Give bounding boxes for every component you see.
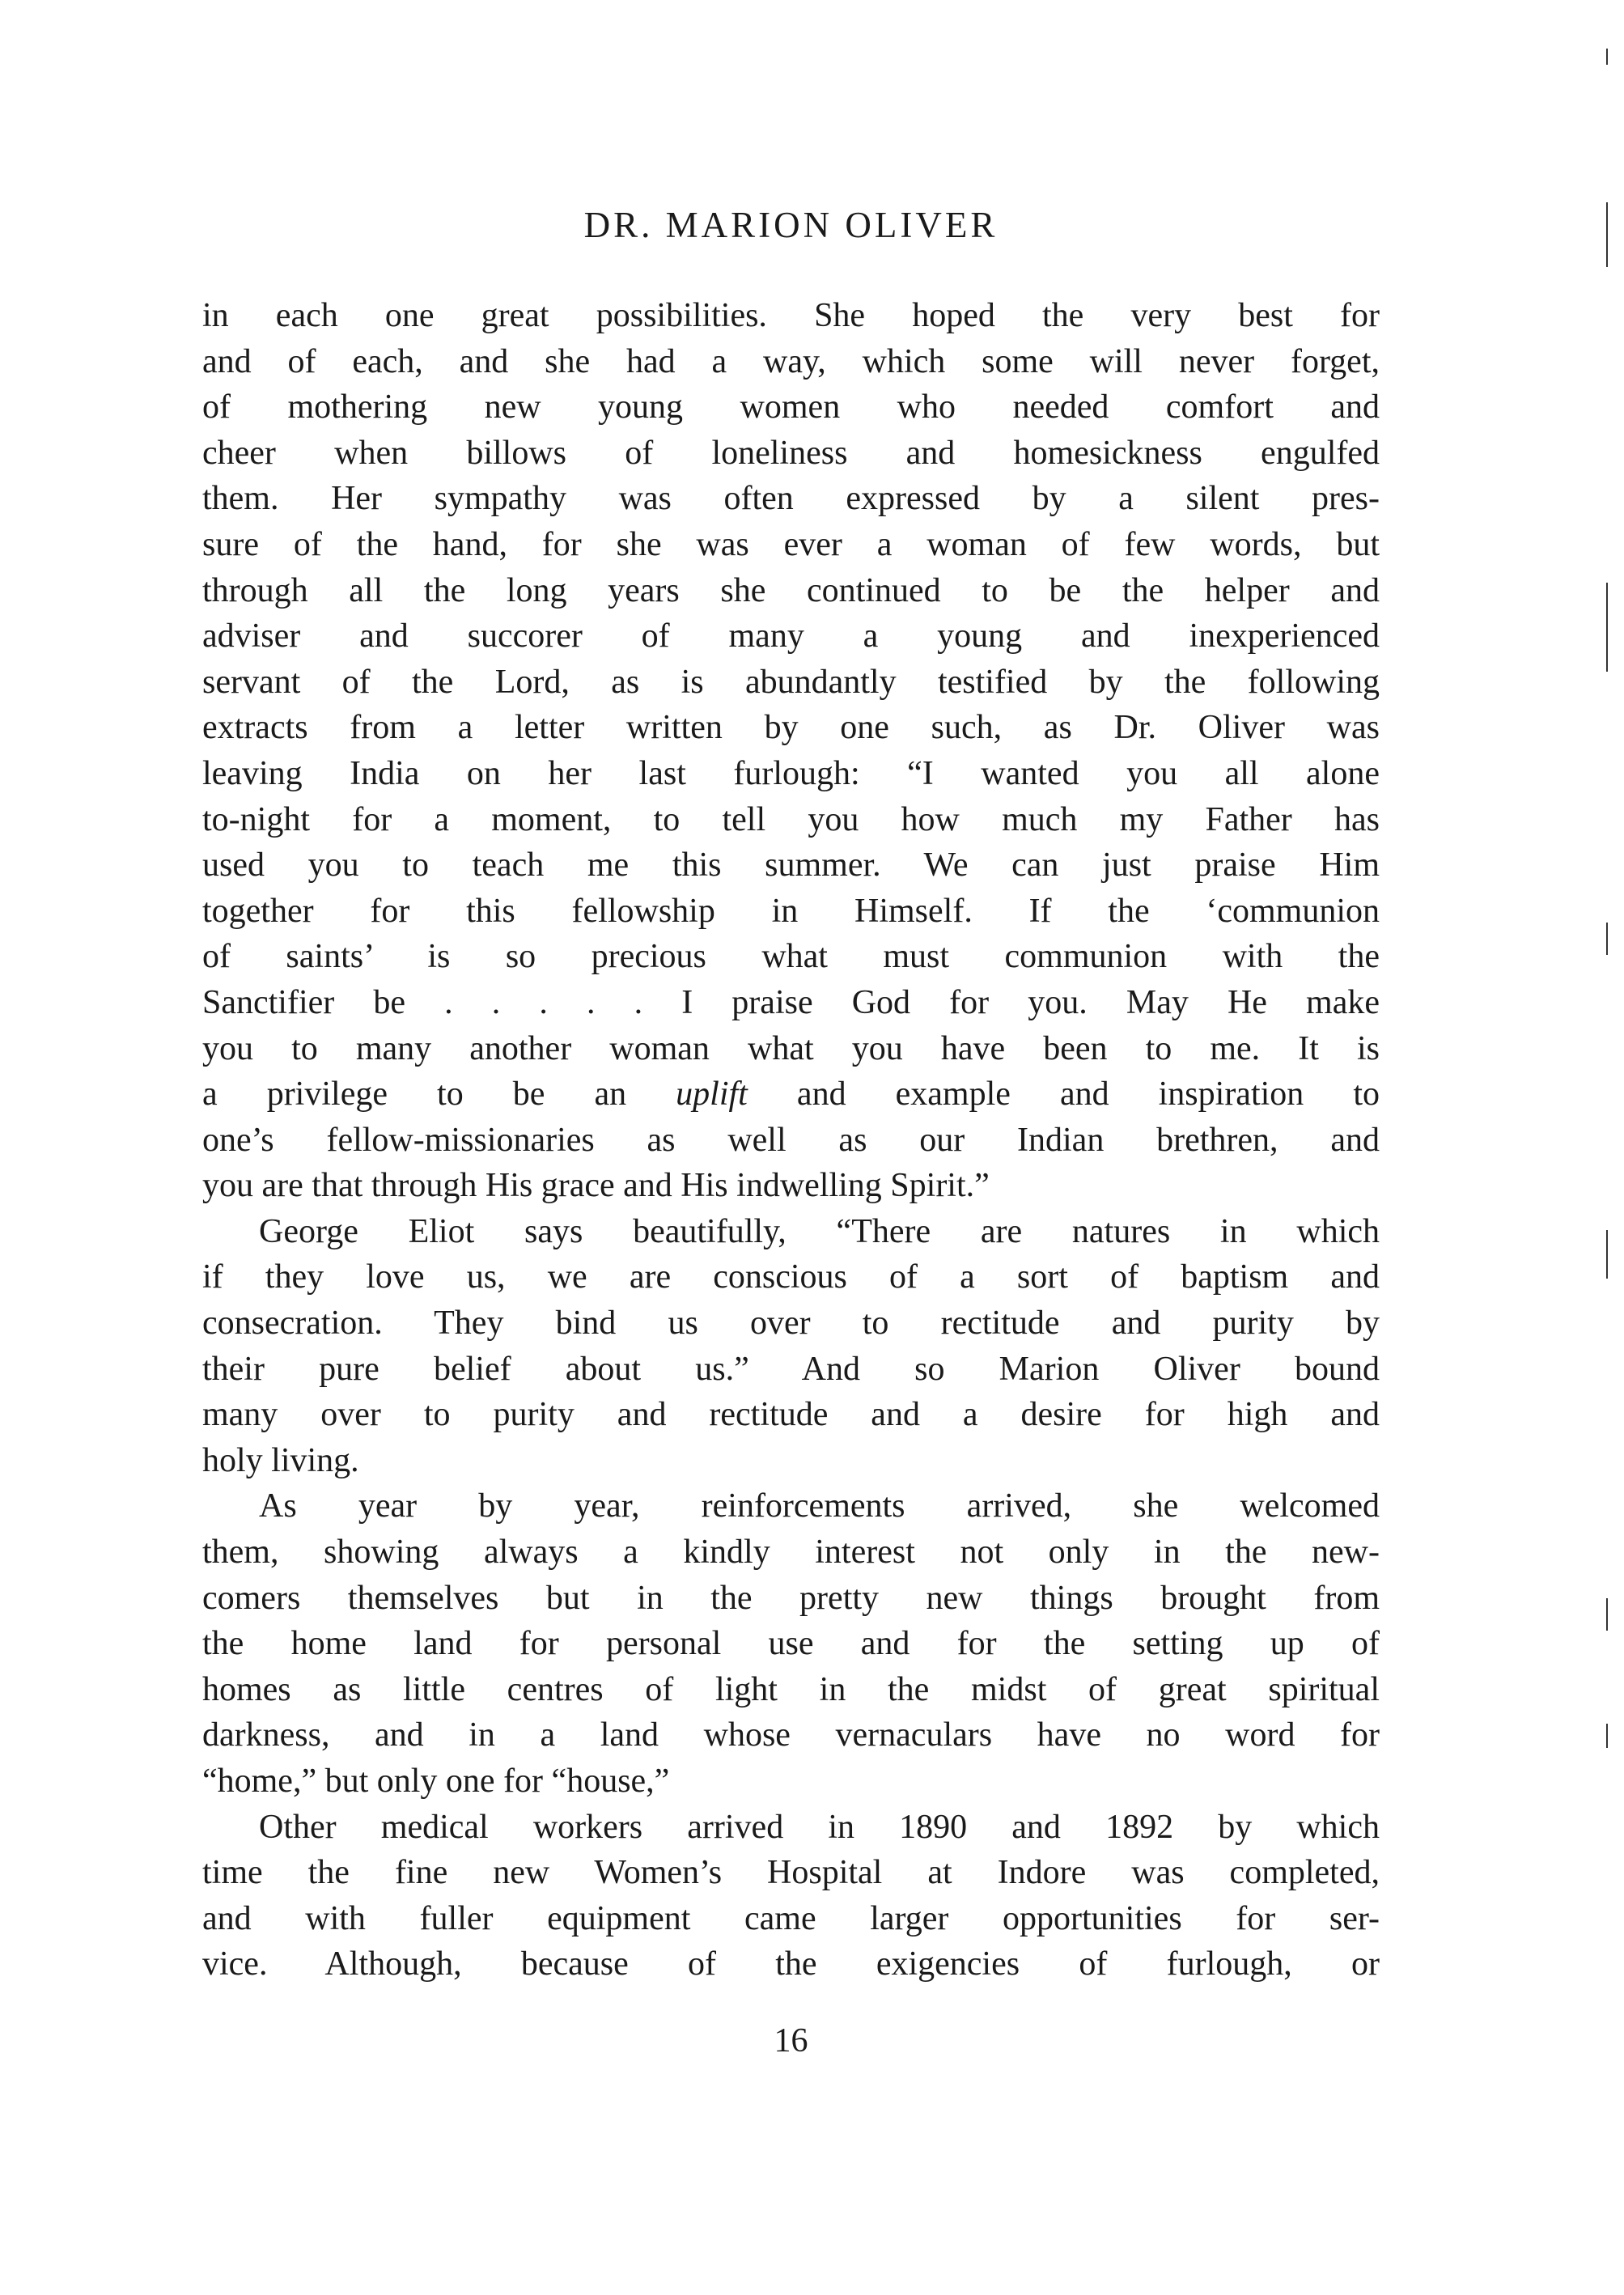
running-head: DR. MARION OLIVER [583, 205, 999, 245]
text-line: Other medical workers arrived in 1890 and 1892 by which [259, 1808, 1380, 1846]
text-line: together for this fellowship in Himself. If the ‘communion [202, 892, 1380, 930]
text-fragment: a privilege to be an [202, 1075, 627, 1114]
paragraph [202, 293, 1380, 1209]
text-line: you to many another woman what you have been to me. It is [202, 1029, 1380, 1067]
text-line: “home,” but only one for “house,” [202, 1763, 670, 1800]
scan-edge-mark [1606, 1724, 1608, 1748]
text-line: George Eliot says beautifully, “There are natures in which [259, 1212, 1380, 1250]
text-line: through all the long years she continued to be the helper and [202, 571, 1380, 609]
scan-edge-mark [1606, 583, 1608, 672]
book-page [202, 0, 1380, 2295]
text-line-with-italic [202, 1071, 1380, 1118]
paragraph [202, 1805, 1380, 1987]
text-line: cheer when billows of loneliness and homesickness engulfed [202, 434, 1380, 472]
text-fragment: and example and inspiration to [796, 1075, 1380, 1114]
text-line: extracts from a letter written by one such, as Dr. Oliver was [202, 709, 1380, 747]
scan-edge-mark [1606, 1230, 1608, 1279]
text-line: darkness, and in a land whose vernaculars have no word for [202, 1716, 1380, 1754]
text-line: the home land for personal use and for the setting up of [202, 1625, 1380, 1663]
text-line: them. Her sympathy was often expressed by a silent pres- [202, 480, 1380, 518]
paragraph [202, 1209, 1380, 1484]
text-line: adviser and succorer of many a young and inexperienced [202, 617, 1380, 655]
text-line: vice. Although, because of the exigencies of furlough, or [202, 1945, 1380, 1983]
text-line: used you to teach me this summer. We can just praise Him [202, 846, 1380, 884]
text-line: of mothering new young women who needed comfort and [202, 388, 1380, 426]
text-line: As year by year, reinforcements arrived, she welcomed [259, 1487, 1380, 1525]
scan-edge-mark [1606, 202, 1608, 267]
text-line: Sanctifier be . . . . . I praise God for you. May He make [202, 983, 1380, 1021]
text-line: one’s fellow-missionaries as well as our Indian brethren, and [202, 1121, 1380, 1159]
text-line: leaving India on her last furlough: “I wanted you all alone [202, 754, 1380, 792]
text-line: if they love us, we are conscious of a sort of baptism and [202, 1258, 1380, 1296]
text-line: their pure belief about us.” And so Marion Oliver bound [202, 1350, 1380, 1388]
text-line: in each one great possibilities. She hoped the very best for [202, 297, 1380, 334]
scan-edge-mark [1606, 1598, 1608, 1631]
text-line: time the fine new Women’s Hospital at Indore was completed, [202, 1854, 1380, 1892]
text-line: you are that through His grace and His indwelling Spirit.” [202, 1167, 990, 1205]
paragraph [202, 1483, 1380, 1804]
text-line: to-night for a moment, to tell you how much my Father has [202, 800, 1380, 838]
text-line: consecration. They bind us over to rectitude and purity by [202, 1304, 1380, 1343]
text-line: them, showing always a kindly interest not only in the new- [202, 1534, 1380, 1572]
scan-edge-mark [1606, 49, 1608, 65]
text-line: many over to purity and rectitude and a desire for high and [202, 1396, 1380, 1434]
text-line: of saints’ is so precious what must communion with the [202, 938, 1380, 976]
text-line: holy living. [202, 1441, 359, 1479]
text-line: homes as little centres of light in the midst of great spiritual [202, 1670, 1380, 1708]
body-text [202, 293, 1380, 1987]
page-number: 16 [774, 2022, 808, 2060]
scan-edge-mark [1606, 923, 1608, 955]
text-line: sure of the hand, for she was ever a woman of few words, but [202, 525, 1380, 563]
text-line: and of each, and she had a way, which some will never forget, [202, 342, 1380, 380]
italic-word: uplift [676, 1075, 748, 1114]
text-line: comers themselves but in the pretty new things brought from [202, 1579, 1380, 1617]
text-line: and with fuller equipment came larger opportunities for ser- [202, 1899, 1380, 1937]
text-line: servant of the Lord, as is abundantly testified by the following [202, 663, 1380, 701]
